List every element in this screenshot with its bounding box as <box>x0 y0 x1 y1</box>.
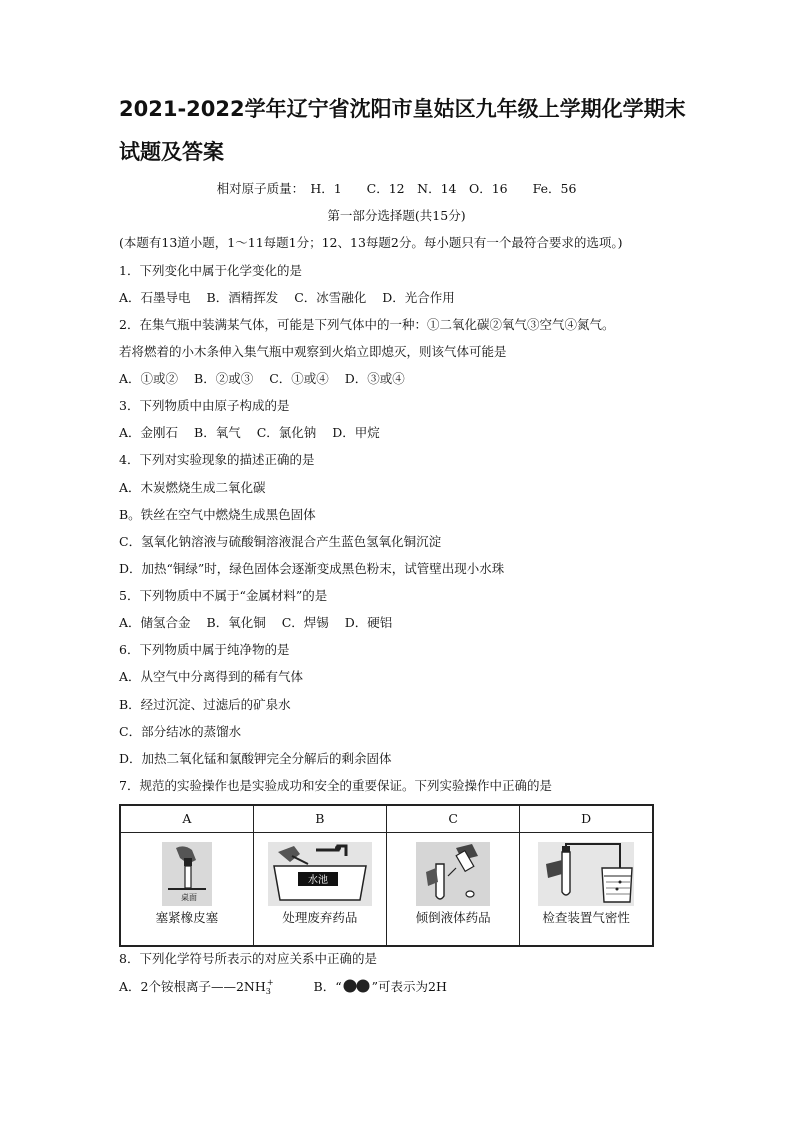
q1-option-d: D．光合作用 <box>382 290 455 305</box>
q4-stem: 4．下列对实验现象的描述正确的是 <box>119 452 315 467</box>
q8-option-a-superscript: + <box>266 978 274 987</box>
q1-option-a: A．石墨导电 <box>119 290 191 305</box>
q5-option-b: B．氧化铜 <box>206 615 266 630</box>
q7-header-a: A <box>120 805 253 833</box>
q3-option-c: C．氯化钠 <box>256 425 317 440</box>
q8-option-a: A．2个铵根离子$——2NH_3^+$ <box>119 978 274 996</box>
part1-heading: 第一部分选择题(共15分) <box>327 208 466 223</box>
q1-option-b: B．酒精挥发 <box>206 290 279 305</box>
q4-option-b: B。铁丝在空气中燃烧生成黑色固体 <box>119 507 316 522</box>
q7-cell-a <box>120 833 253 947</box>
q2-options <box>119 371 417 387</box>
q7-header-c: C <box>387 805 520 833</box>
q6-stem: 6．下列物质中属于纯净物的是 <box>119 642 290 657</box>
two-atoms-icon <box>342 979 372 993</box>
q6-option-c: C．部分结冰的蒸馏水 <box>119 724 242 739</box>
q2-stem-line-1: 2．在集气瓶中装满某气体，可能是下列气体中的一种：①二氧化碳②氧气③空气④氮气。 <box>119 317 615 332</box>
q7-cell-d <box>520 833 653 947</box>
q7-caption-a: 塞紧橡皮塞 <box>155 910 219 925</box>
q7-caption-b: 处理废弃药品 <box>282 910 358 925</box>
q7-caption-d: 检查装置气密性 <box>542 910 630 925</box>
q2-stem-line-2: 若将燃着的小木条伸入集气瓶中观察到火焰立即熄灭，则该气体可能是 <box>119 344 507 359</box>
atomic-masses: 相对原子质量： H．1 C．12 N．14 O．16 Fe．56 <box>216 181 577 196</box>
q2-option-d: D．③或④ <box>344 371 405 386</box>
q5-stem: 5．下列物质中不属于“金属材料”的是 <box>119 588 328 603</box>
document-title-line-1: 2021-2022学年辽宁省沈阳市皇姑区九年级上学期化学期末 <box>119 97 686 121</box>
q3-stem: 3．下列物质中由原子构成的是 <box>119 398 290 413</box>
q8-options <box>119 979 447 997</box>
q5-option-c: C．焊锡 <box>281 615 329 630</box>
q7-cell-b <box>253 833 386 947</box>
q7-table-image-row <box>120 833 653 947</box>
q4-option-c: C．氢氧化钠溶液与硫酸铜溶液混合产生蓝色氢氧化铜沉淀 <box>119 534 442 549</box>
q8-option-b: B．“ ”可表示为2H <box>313 979 447 994</box>
q8-option-a-subscript: 3 <box>265 987 271 996</box>
pour-liquid-illustration <box>416 842 490 906</box>
q2-option-c: C．①或④ <box>269 371 329 386</box>
q3-options <box>119 425 392 441</box>
dispose-chemicals-illustration <box>268 842 372 906</box>
q7-header-b: B <box>253 805 386 833</box>
q3-option-b: B．氧气 <box>194 425 241 440</box>
q3-option-d: D．甲烷 <box>332 425 380 440</box>
q3-option-a: A．金刚石 <box>119 425 179 440</box>
q1-stem: 1．下列变化中属于化学变化的是 <box>119 263 302 278</box>
q1-option-c: C．冰雪融化 <box>294 290 367 305</box>
q6-option-b: B．经过沉淀、过滤后的矿泉水 <box>119 697 291 712</box>
q2-option-b: B．②或③ <box>194 371 254 386</box>
q8-stem: 8．下列化学符号所表示的对应关系中正确的是 <box>119 951 377 966</box>
q5-options <box>119 615 404 631</box>
q7-header-d: D <box>520 805 653 833</box>
q4-option-d: D．加热“铜绿”时，绿色固体会逐渐变成黑色粉末，试管壁出现小水珠 <box>119 561 505 576</box>
sink-label: 水池 <box>307 875 328 886</box>
q6-option-a: A．从空气中分离得到的稀有气体 <box>119 669 304 684</box>
q2-option-a: A．①或② <box>119 371 179 386</box>
q4-option-a: A．木炭燃烧生成二氧化碳 <box>119 480 266 495</box>
q7-caption-c: 倾倒液体药品 <box>415 910 491 925</box>
q5-option-a: A．储氢合金 <box>119 615 191 630</box>
insert-stopper-illustration <box>162 842 212 906</box>
airtightness-check-illustration <box>538 842 634 906</box>
desk-label: 桌面 <box>180 893 197 902</box>
q5-option-d: D．硬铝 <box>344 615 393 630</box>
q7-stem: 7．规范的实验操作也是实验成功和安全的重要保证。下列实验操作中正确的是 <box>119 778 552 793</box>
q7-operations-table <box>119 804 654 947</box>
q6-option-d: D．加热二氧化锰和氯酸钾完全分解后的剩余固体 <box>119 751 392 766</box>
q1-options <box>119 290 467 306</box>
document-title-line-2: 试题及答案 <box>119 140 224 164</box>
q7-cell-c <box>387 833 520 947</box>
part1-note: (本题有13道小题，1～11每题1分；12、13每题2分。每小题只有一个最符合要求的选项。) <box>119 235 623 250</box>
q7-table-header-row <box>120 805 653 833</box>
